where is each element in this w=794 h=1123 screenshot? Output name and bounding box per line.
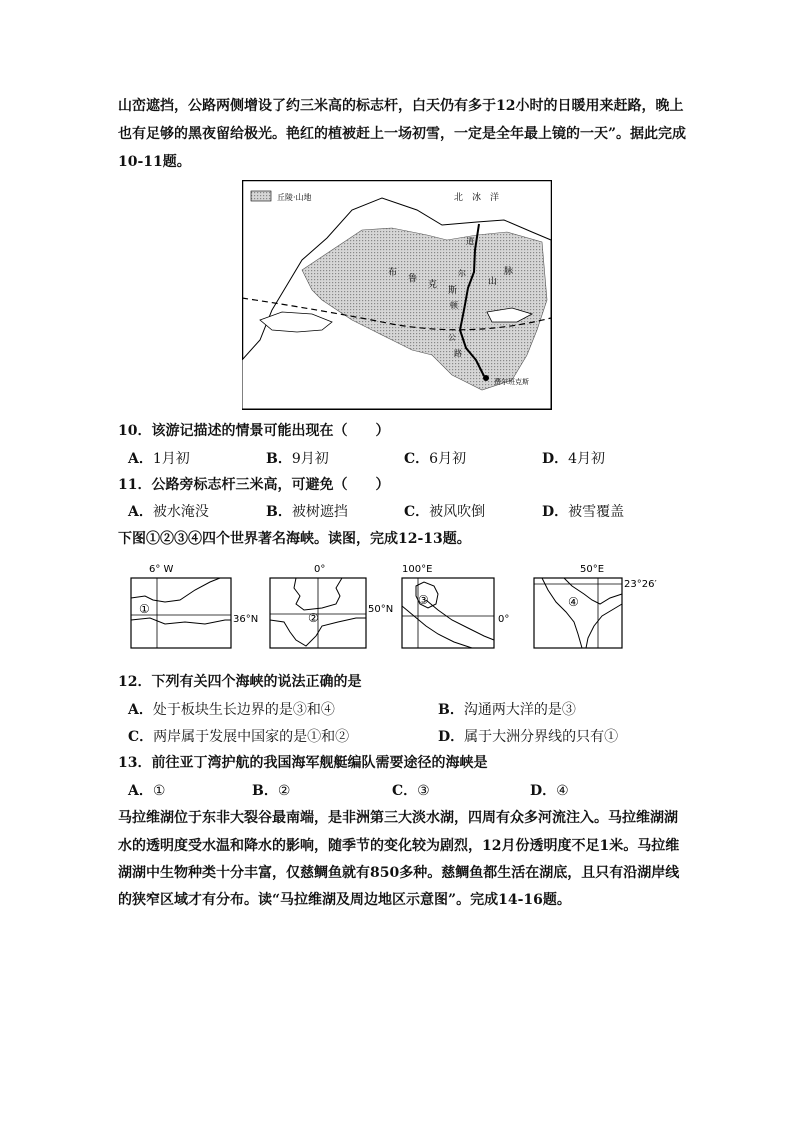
road-label-1: 道: [466, 237, 474, 246]
q13-option-c-key: C．: [392, 783, 418, 799]
range-label-1: 布: [388, 268, 398, 278]
q11-option-b-text: 被树遮挡: [291, 504, 348, 520]
q12-stem: 12．下列有关四个海峡的说法正确的是: [118, 674, 362, 690]
range-label-4: 斯: [448, 286, 458, 296]
lake-line-2: 水的透明度受水温和降水的影响，随季节的变化较为剧烈，12月份透明度不足1米。马拉维: [118, 838, 680, 854]
q11-stem: 11．公路旁标志杆三米高，可避免（ ）: [118, 477, 390, 493]
q13-option-d[interactable]: [530, 781, 569, 801]
q11-option-d-text: 被雪覆盖: [568, 504, 625, 520]
strait-4-mark: ④: [568, 595, 579, 609]
q13-option-b[interactable]: [252, 781, 290, 801]
q13-option-a-key: A．: [128, 783, 153, 799]
alaska-map: [242, 180, 552, 410]
strait-4-lon: 50°E: [580, 564, 605, 575]
q12-option-b[interactable]: [438, 700, 576, 720]
q11-option-c[interactable]: [404, 502, 485, 522]
lake-line-1: 马拉维湖位于东非大裂谷最南端，是非洲第三大淡水湖，四周有众多河流注入。马拉维湖湖: [118, 810, 678, 826]
city-dot: [483, 375, 489, 381]
q12-option-c[interactable]: [128, 727, 349, 747]
q12-option-a[interactable]: [128, 700, 335, 720]
lake-line-3: 湖湖中生物种类十分丰富，仅慈鲷鱼就有850多种。慈鲷鱼都生活在湖底，且只有沿湖岸线: [118, 865, 680, 881]
q12-option-b-text: 沟通两大洋的是③: [463, 702, 576, 718]
intro-line-1: 山峦遮挡，公路两侧增设了约三米高的标志杆，白天仍有多于12小时的日暖用来赶路，晚上: [118, 98, 684, 114]
range-label-6: 脉: [504, 267, 514, 277]
strait-2-mark: ②: [308, 611, 319, 625]
road-label-5: 路: [454, 349, 462, 358]
q10-option-a-text: 1月初: [152, 451, 190, 467]
q11-option-a-text: 被水淹没: [152, 504, 209, 520]
q11-option-c-text: 被风吹倒: [429, 504, 486, 520]
q10-option-d[interactable]: [542, 449, 605, 469]
q11-option-c-key: C．: [404, 504, 430, 520]
q10-option-b[interactable]: [266, 449, 329, 469]
q10-option-d-text: 4月初: [568, 451, 606, 467]
q13-option-c[interactable]: [392, 781, 430, 801]
q13-option-b-text: ②: [277, 783, 291, 799]
q12-option-c-key: C．: [128, 729, 154, 745]
q11-option-d[interactable]: [542, 502, 624, 522]
q10-option-c-text: 6月初: [429, 451, 467, 467]
strait-1-lon: 6° W: [149, 564, 174, 575]
range-label-2: 鲁: [408, 274, 418, 284]
range-label-5: 山: [488, 277, 498, 287]
lake-line-4: 的狭窄区域才有分布。读“马拉维湖及周边地区示意图”。完成14-16题。: [118, 892, 571, 908]
q12-option-d-text: 属于大洲分界线的只有①: [464, 729, 619, 745]
strait-2-lon: 0°: [314, 564, 326, 575]
intro-line-3: 10-11题。: [118, 154, 191, 170]
q10-stem: 10．该游记描述的情景可能出现在（ ）: [118, 423, 390, 439]
q11-option-b[interactable]: [266, 502, 348, 522]
strait-3-lon: 100°E: [402, 564, 433, 575]
range-label-3: 克: [428, 280, 438, 290]
q12-option-d-key: D．: [438, 729, 465, 745]
intro-line-2: 也有足够的黑夜留给极光。艳红的植被赶上一场初雪，一定是全年最上镜的一天”。据此完成: [118, 126, 687, 142]
q10-option-c[interactable]: [404, 449, 466, 469]
road-label-3: 顿: [450, 301, 458, 310]
strait-2-lat: 50°N: [368, 604, 394, 615]
q12-option-d[interactable]: [438, 727, 618, 747]
q11-option-b-key: B．: [266, 504, 292, 520]
strait-1-mark: ①: [139, 602, 150, 616]
strait-4-lat: 23°26′: [624, 579, 657, 590]
strait-map-4: [530, 560, 680, 650]
q12-option-c-text: 两岸属于发展中国家的是①和②: [153, 729, 350, 745]
q13-option-d-text: ④: [556, 783, 569, 799]
q12-option-b-key: B．: [438, 702, 464, 718]
road-label-4: 公: [448, 333, 456, 342]
legend-label: 丘陵·山地: [277, 193, 312, 202]
q10-option-d-key: D．: [542, 451, 569, 467]
q10-option-c-key: C．: [404, 451, 430, 467]
q11-option-a[interactable]: [128, 502, 209, 522]
strait-intro: 下图①②③④四个世界著名海峡。读图，完成12-13题。: [118, 531, 471, 547]
q13-stem: 13．前往亚丁湾护航的我国海军舰艇编队需要途径的海峡是: [118, 755, 488, 771]
q10-option-a-key: A．: [128, 451, 153, 467]
q13-option-b-key: B．: [252, 783, 278, 799]
q11-option-a-key: A．: [128, 504, 153, 520]
q10-option-b-key: B．: [266, 451, 292, 467]
q13-option-d-key: D．: [530, 783, 557, 799]
strait-3-lat: 0°: [498, 614, 510, 625]
road-label-2: 尔: [458, 269, 466, 278]
q10-option-b-text: 9月初: [291, 451, 329, 467]
strait-map-3: [398, 560, 538, 650]
strait-map-2: [266, 560, 406, 650]
q13-option-a[interactable]: [128, 781, 165, 801]
q11-option-d-key: D．: [542, 504, 569, 520]
q13-option-c-text: ③: [417, 783, 430, 799]
strait-1-lat: 36°N: [233, 614, 259, 625]
strait-3-mark: ③: [418, 593, 429, 607]
q12-option-a-text: 处于板块生长边界的是③和④: [152, 702, 335, 718]
ocean-label: 北 冰 洋: [454, 193, 500, 203]
q10-option-a[interactable]: [128, 449, 190, 469]
city-label: 费尔班克斯: [494, 378, 529, 386]
q12-option-a-key: A．: [128, 702, 153, 718]
q13-option-a-text: ①: [152, 783, 166, 799]
strait-map-1: [125, 560, 265, 650]
